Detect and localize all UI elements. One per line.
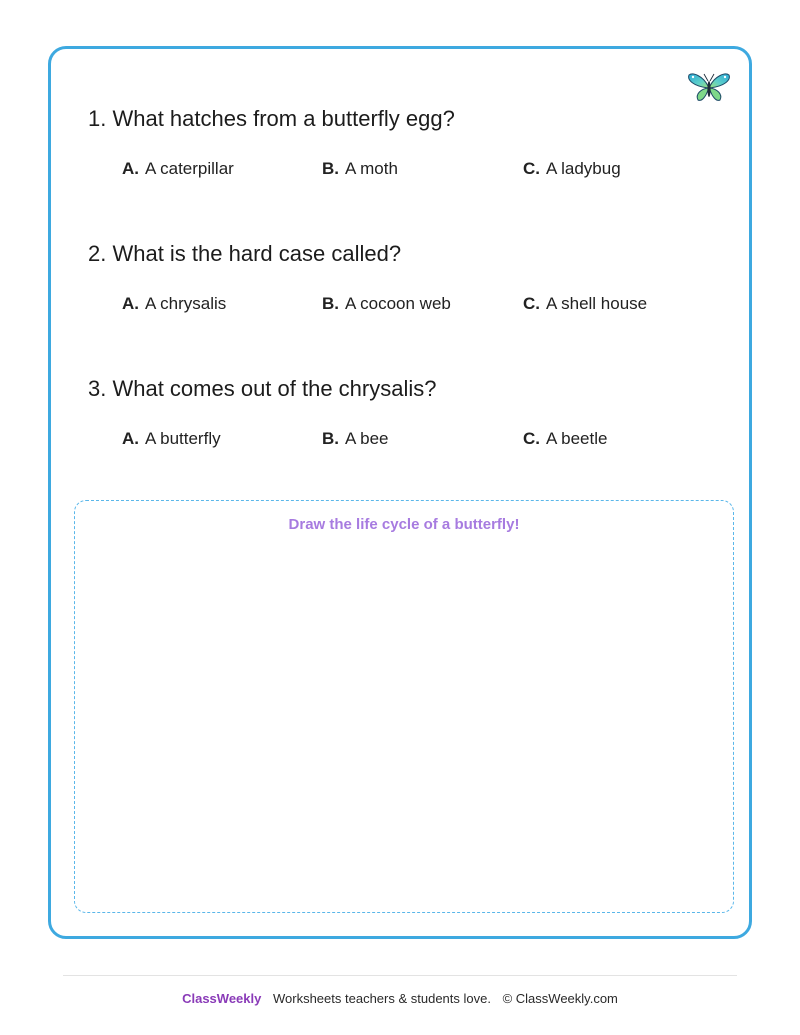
option-letter: B. bbox=[322, 294, 339, 313]
footer-copyright: © ClassWeekly.com bbox=[502, 991, 618, 1006]
option-b[interactable] bbox=[322, 158, 398, 180]
option-letter: B. bbox=[322, 159, 339, 178]
worksheet-card bbox=[48, 46, 752, 939]
option-b[interactable] bbox=[322, 428, 389, 450]
option-text: A ladybug bbox=[546, 159, 621, 178]
option-text: A cocoon web bbox=[345, 294, 451, 313]
answer-options bbox=[88, 293, 708, 317]
option-letter: A. bbox=[122, 429, 139, 448]
butterfly-icon bbox=[687, 71, 731, 105]
footer-divider bbox=[63, 975, 737, 976]
option-text: A caterpillar bbox=[145, 159, 234, 178]
footer-tagline: Worksheets teachers & students love. bbox=[272, 991, 491, 1006]
option-text: A shell house bbox=[546, 294, 648, 313]
question-text: 1. What hatches from a butterfly egg? bbox=[88, 106, 455, 131]
option-letter: B. bbox=[322, 429, 339, 448]
option-text: A beetle bbox=[546, 429, 608, 448]
option-text: A moth bbox=[345, 159, 398, 178]
option-letter: A. bbox=[122, 159, 139, 178]
option-a[interactable] bbox=[122, 428, 221, 450]
question-text: 3. What comes out of the chrysalis? bbox=[88, 376, 437, 401]
question-2 bbox=[88, 241, 708, 317]
option-text: A chrysalis bbox=[145, 294, 227, 313]
question-3 bbox=[88, 376, 708, 452]
option-letter: C. bbox=[523, 429, 540, 448]
question-text: 2. What is the hard case called? bbox=[88, 241, 402, 266]
answer-options bbox=[88, 428, 708, 452]
option-letter: C. bbox=[523, 294, 540, 313]
option-text: A bee bbox=[345, 429, 389, 448]
footer bbox=[0, 991, 800, 1006]
option-c[interactable] bbox=[523, 158, 621, 180]
option-c[interactable] bbox=[523, 293, 647, 315]
drawing-area[interactable] bbox=[74, 500, 734, 913]
option-a[interactable] bbox=[122, 293, 226, 315]
answer-options bbox=[88, 158, 708, 182]
option-b[interactable] bbox=[322, 293, 451, 315]
footer-brand: ClassWeekly bbox=[182, 991, 262, 1006]
option-c[interactable] bbox=[523, 428, 607, 450]
option-text: A butterfly bbox=[145, 429, 221, 448]
drawing-prompt: Draw the life cycle of a butterfly! bbox=[288, 516, 520, 533]
question-1 bbox=[88, 106, 708, 182]
option-a[interactable] bbox=[122, 158, 234, 180]
option-letter: A. bbox=[122, 294, 139, 313]
option-letter: C. bbox=[523, 159, 540, 178]
